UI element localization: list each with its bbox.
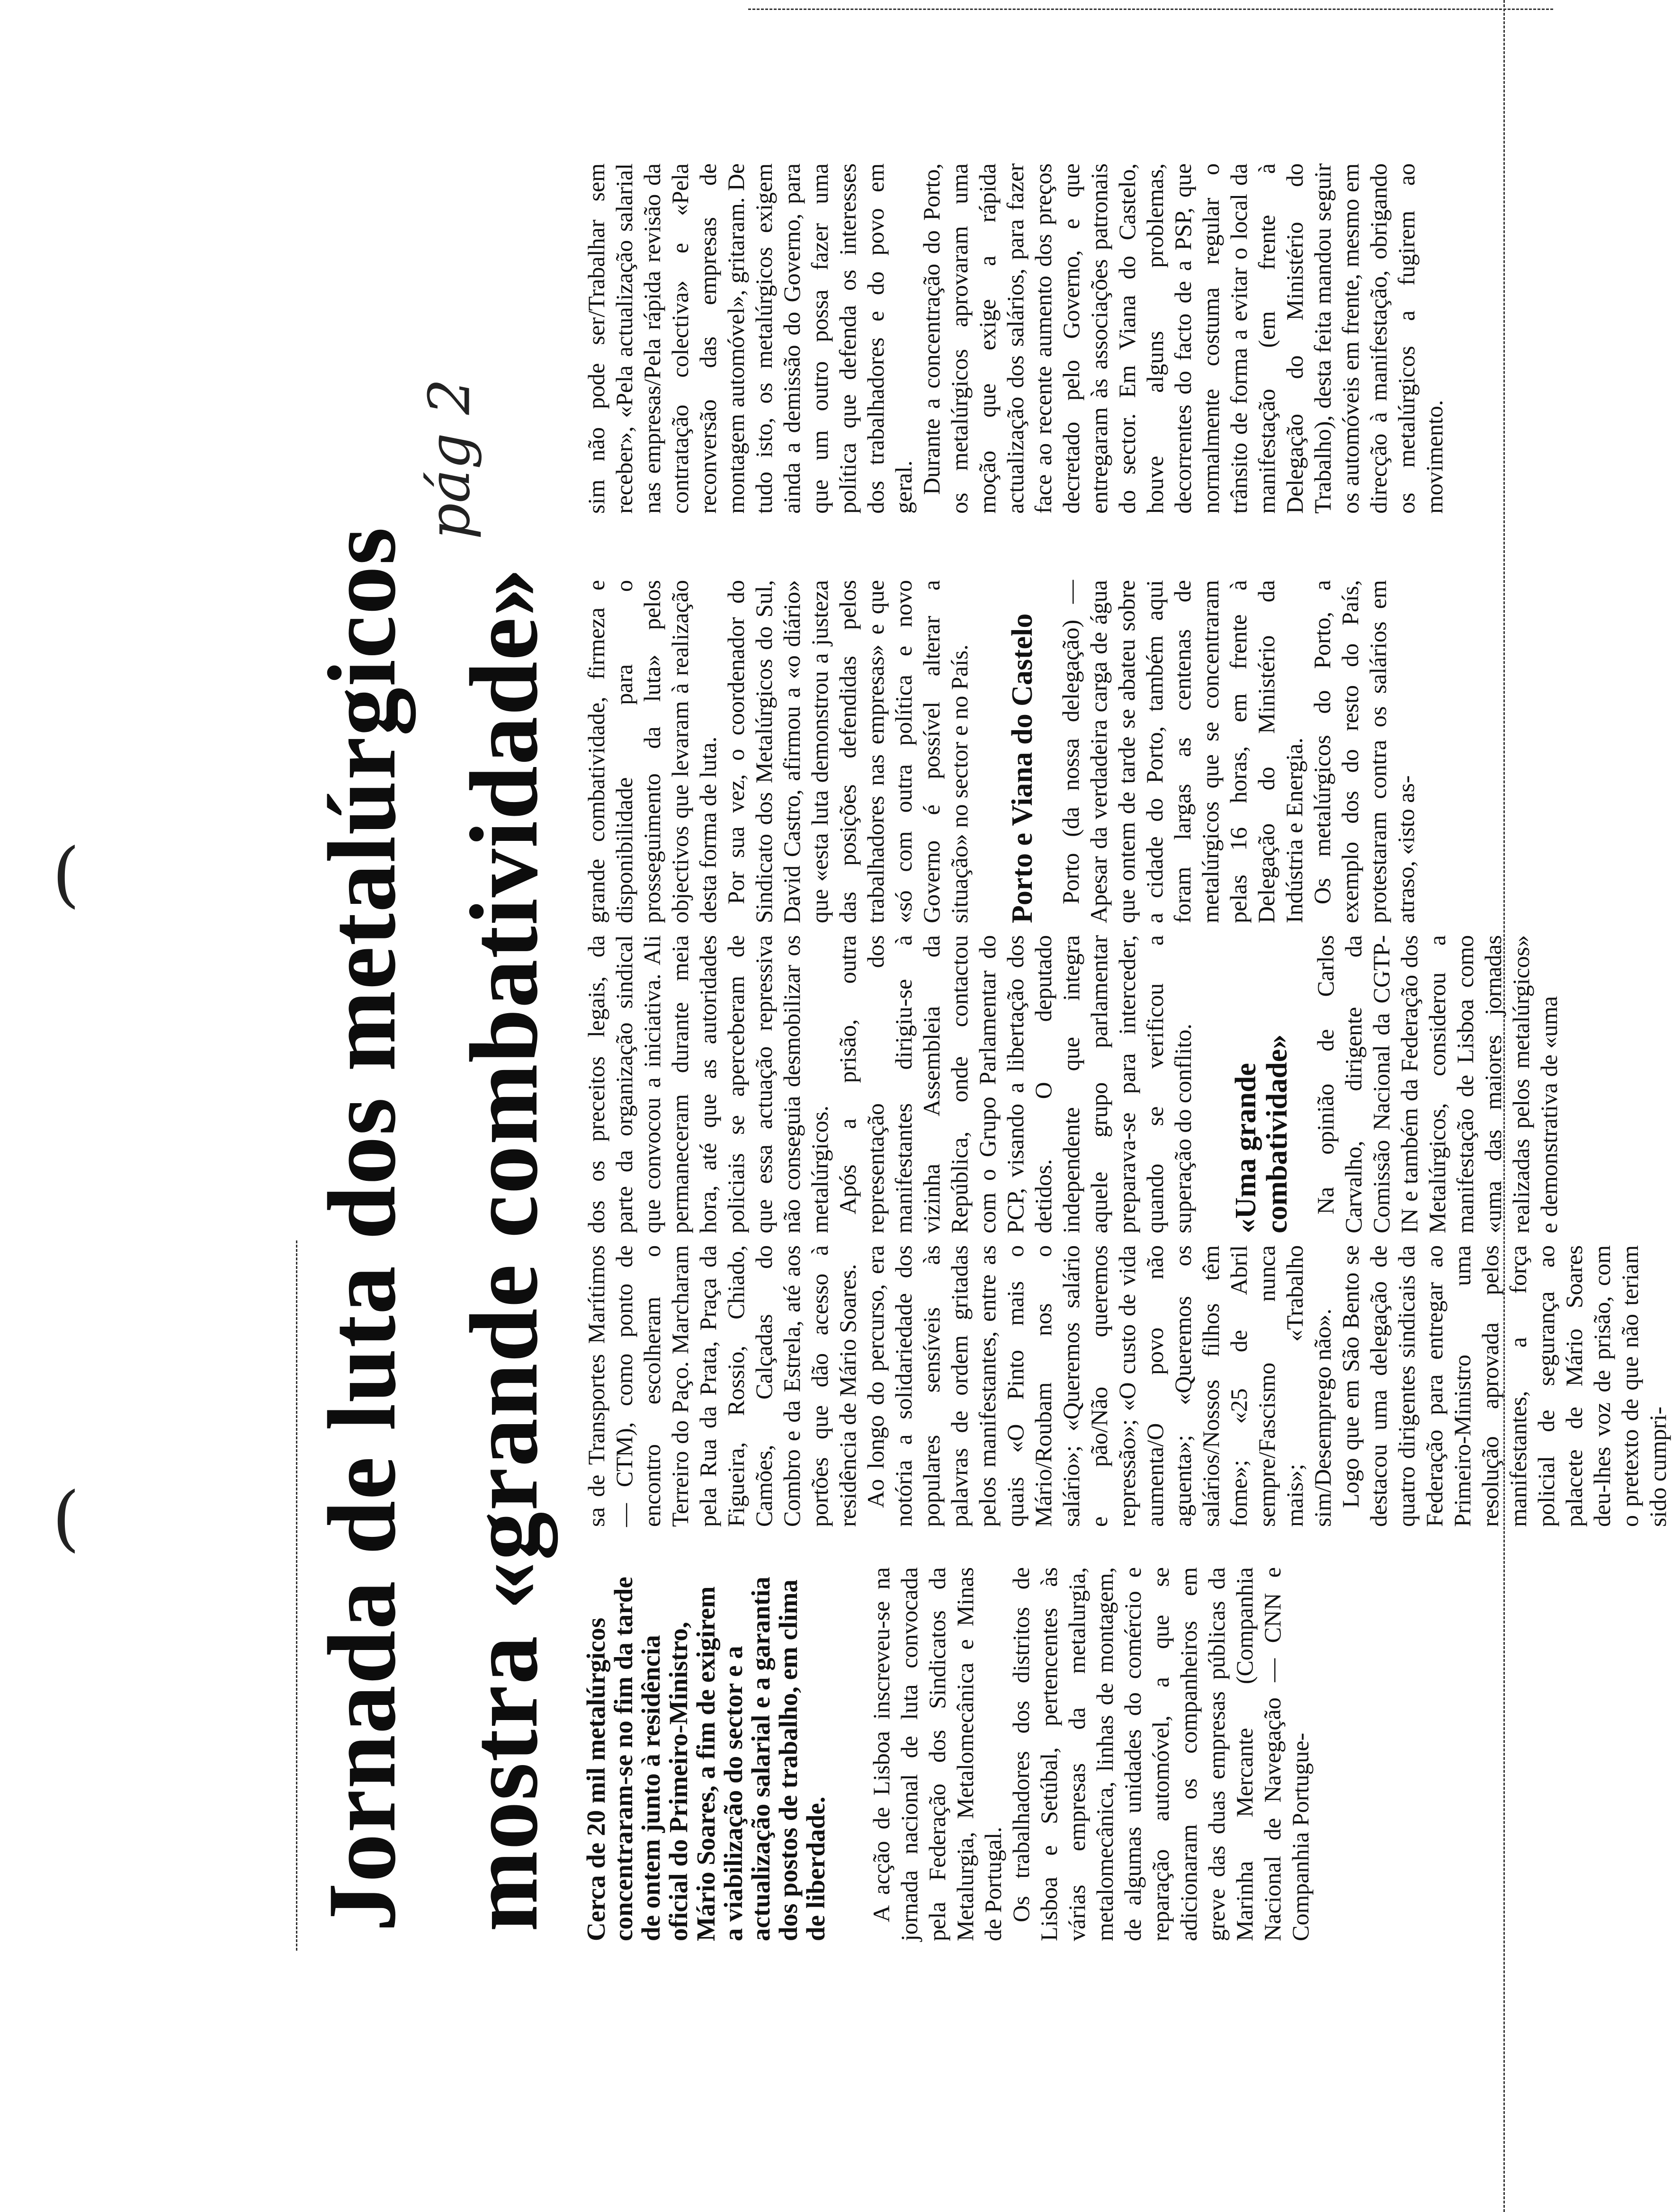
article-paragraph: Por sua vez, o coordenador do Sindicato dos Metalúrgicos do Sul, David Castro, afirmou a «o diário» que «esta luta demonstrou a justeza das posições defendidas pelos trabalhadores nas empresas» e que «só com outra política e novo Governo é possível alterar a situação» no sector e no País. bbox=[723, 580, 973, 923]
article-paragraph: grande combatividade, firmeza e disponibilidade para o prosseguimento da luta» pelos objectivos que levaram à realização desta forma de luta. bbox=[583, 580, 721, 923]
article-paragraph: Após a prisão, outra representação dos manifestantes dirigiu-se à vizinha Assembleia da República, onde contactou com o Grupo Parlamentar do PCP, visando a libertação dos detidos. O deputado independente que integra aquele grupo parlamentar preparava-se para interceder, quando se verificou a superação do conflito. bbox=[834, 935, 1196, 1233]
article-paragraph: Porto (da nossa delegação) — Apesar da verdadeira carga de água que ontem de tarde se abateu sobre a cidade do Porto, também aqui foram largas as centenas de metalúrgicos que se concentraram pelas 16 horas, em frente à Delegação do Ministério da Indústria e Energia. bbox=[1057, 580, 1307, 923]
article-paragraph: Durante a concentração do Porto, os metalúrgicos aprovaram uma moção que exige a rápida actualização dos salários, para fazer face ao recente aumento dos preços decretado pelo Governo, e que entregaram às associações patronais do sector. Em Viana do Castelo, houve alguns problemas, decorrentes do facto de a PSP, que normalmente costuma regular o trânsito de forma a evitar o local da manifestação (em frente à Delegação do Ministério do Trabalho), desta feita mandou seguir os automóveis em frente, mesmo em direcção à manifestação, obrigando os metalúrgicos a fugirem ao movimento. bbox=[918, 163, 1448, 514]
article-paragraph: Os metalúrgicos do Porto, a exemplo dos do resto do País, protestaram contra os salários em atraso, «isto as- bbox=[1309, 580, 1419, 923]
article-column-4 bbox=[582, 580, 1430, 923]
article-column-1 bbox=[582, 1567, 1430, 1941]
headline-line-1: Jornada de luta dos metalúrgicos bbox=[308, 526, 416, 1932]
article-lead: Cerca de 20 mil metalúrgicos concentraram-se no fim da tarde de ontem junto à residência oficial do Primeiro-Ministro, Mário Soares, a fim de exigirem a viabilização do sector e a actualização salarial e a garantia dos postos de trabalho, em clima de liberdade. bbox=[581, 1577, 830, 1941]
article-paragraph: sim não pode ser/Trabalhar sem receber», «Pela actualização salarial nas empresas/Pela rápida revisão da contratação colectiva» e «Pela reconversão das empresas de montagem automóvel», gritaram. De tudo isto, os metalúrgicos exigem ainda a demissão do Governo, para que um outro possa fazer uma política que defenda os interesses dos trabalhadores e do povo em geral. bbox=[583, 163, 917, 514]
article-paragraph: A acção de Lisboa inscreveu-se na jornada nacional de luta convocada pela Federação dos Sindicatos da Metalurgia, Metalomecânica e Minas de Portugal. bbox=[868, 1567, 1006, 1941]
article-paragraph: Os trabalhadores dos distritos de Lisboa e Setúbal, pertencentes às várias empresas da metalurgia, metalomecânica, linhas de montagem, de algumas unidades do comércio e reparação automóvel, a que se adicionaram os companheiros em greve das duas empresas públicas da Marinha Mercante (Companhia Nacional de Navegação — CNN e Companhia Portugue- bbox=[1008, 1567, 1314, 1941]
cut-line-top bbox=[748, 9, 1553, 10]
margin-bracket-mark: ( bbox=[52, 1477, 80, 1560]
margin-bracket-mark: ( bbox=[52, 833, 80, 916]
article-subheading: Porto e Viana do Castelo bbox=[1006, 613, 1038, 923]
article-paragraph: Logo que em São Bento se destacou uma delegação de quatro dirigentes sindicais da Federação para entregar ao Primeiro-Ministro uma resolução aprovada pelos manifestantes, a força policial de segurança ao palacete de Mário Soares deu-lhes voz de prisão, com o pretexto de que não teriam sido cumpri- bbox=[1337, 1245, 1671, 1527]
article-column-5 bbox=[582, 163, 1448, 514]
article-column-2 bbox=[582, 1245, 1671, 1527]
headline-line-2: mostra «grande combatividade» bbox=[450, 567, 558, 1932]
article-paragraph: Ao longo do percurso, era notória a solidariedade dos populares sensíveis às palavras de ordem gritadas pelos manifestantes, entre as quais «O Pinto mais o Mário/Roubam nos o salário»; «Queremos salário e pão/Não queremos repressão»; «O custo de vida aumenta/O povo não aguenta»; «Queremos os salários/Nossos filhos têm fome»; «25 de Abril sempre/Fascismo nunca mais»; «Trabalho sim/Desemprego não». bbox=[862, 1245, 1336, 1527]
article-paragraph: Na opinião de Carlos Carvalho, dirigente da Comissão Nacional da CGTP-IN e também da Federação dos Metalúrgicos, considerou a manifestação de Lisboa como «uma das maiores jornadas realizadas pelos metalúrgicos» e demonstrativa de «uma bbox=[1312, 935, 1562, 1233]
article-paragraph: dos os preceitos legais, da parte da organização sindical que convocou a iniciativa. Ali permaneceram durante meia hora, até que as autoridades policiais se aperceberam de que essa actuação repressiva não conseguia desmobilizar os metalúrgicos. bbox=[583, 935, 833, 1233]
handwritten-note: pág 2 bbox=[417, 378, 483, 540]
article-subheading: «Uma grande combatividade» bbox=[1230, 1034, 1293, 1233]
article-paragraph: sa de Transportes Marítimos — CTM), como ponto de encontro escolheram o Terreiro do Paço. Marcharam pela Rua da Prata, Praça da Figueira, Rossio, Chiado, Camões, Calçadas do Combro e da Estrela, até aos portões que dão acesso à residência de Mário Soares. bbox=[583, 1245, 861, 1527]
article-column-3 bbox=[582, 935, 1562, 1233]
